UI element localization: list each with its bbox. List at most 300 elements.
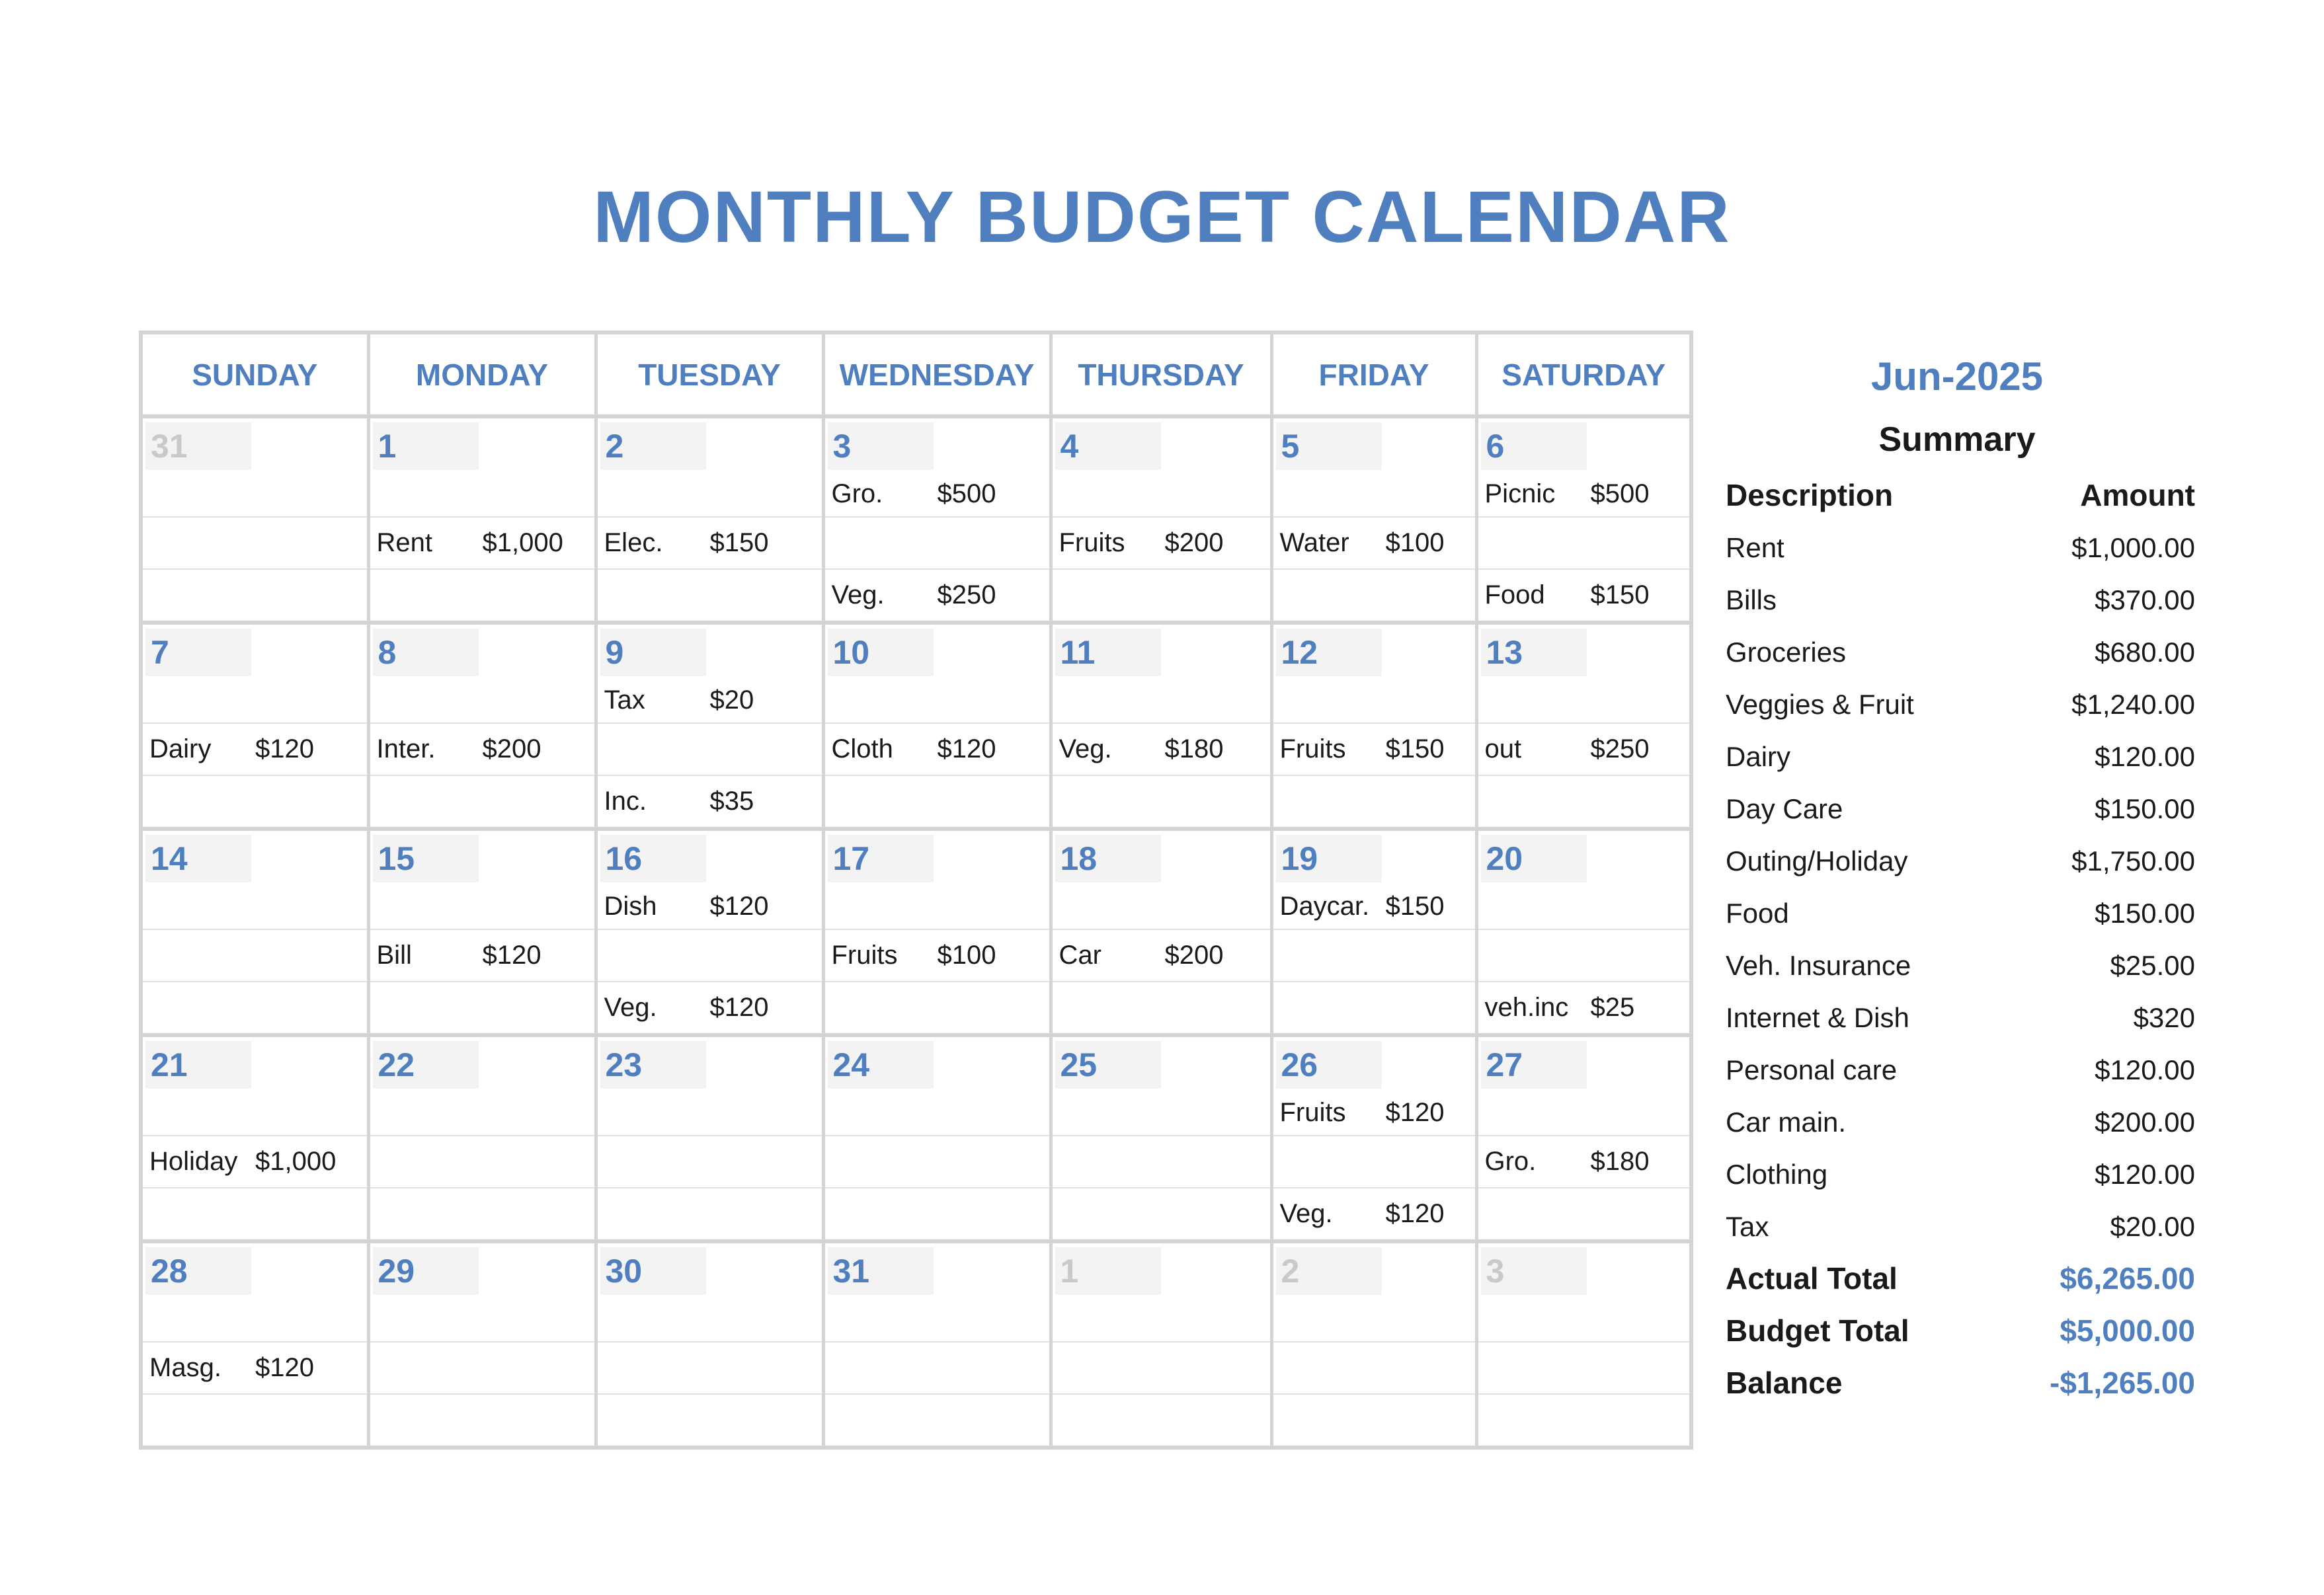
expense-cell[interactable] <box>596 517 823 569</box>
day-cell[interactable] <box>1051 829 1271 929</box>
summary-description: Car main. <box>1726 1107 1847 1138</box>
expense-cell[interactable] <box>1051 929 1271 982</box>
expense-amount: $35 <box>709 787 754 816</box>
expense-cell[interactable] <box>596 569 823 623</box>
expense-cell[interactable] <box>1476 1342 1691 1394</box>
expense-cell[interactable] <box>1051 1136 1271 1188</box>
balance-value: -$1,265.00 <box>2050 1366 2195 1400</box>
day-cell[interactable] <box>1051 416 1271 517</box>
expense-description: Inc. <box>604 787 647 816</box>
expense-entry <box>1053 518 1270 568</box>
expense-cell[interactable] <box>823 1394 1051 1448</box>
day-number: 31 <box>828 1247 934 1295</box>
expense-description: Fruits <box>1279 734 1346 763</box>
expense-amount: $250 <box>1590 734 1650 763</box>
expense-cell[interactable] <box>1051 569 1271 623</box>
expense-cell[interactable] <box>1271 982 1476 1035</box>
expense-description: Water <box>1279 528 1349 557</box>
weekday-header: TUESDAY <box>596 332 823 416</box>
expense-description: Tax <box>604 685 645 715</box>
expense-cell[interactable] <box>1051 1342 1271 1394</box>
expense-cell[interactable] <box>141 1136 368 1188</box>
expense-description: Dairy <box>149 734 212 763</box>
expense-cell[interactable] <box>596 723 823 775</box>
expense-cell[interactable] <box>1271 775 1476 829</box>
expense-cell[interactable] <box>823 569 1051 623</box>
day-number: 4 <box>1055 422 1161 470</box>
expense-amount: $100 <box>1385 528 1445 557</box>
expense-cell[interactable] <box>596 775 823 829</box>
summary-amount: $1,240.00 <box>2071 689 2195 720</box>
expense-cell[interactable] <box>1271 1136 1476 1188</box>
day-cell[interactable] <box>141 1241 368 1342</box>
day-cell[interactable] <box>368 1241 596 1342</box>
expense-cell[interactable] <box>141 723 368 775</box>
expense-cell[interactable] <box>1271 929 1476 982</box>
expense-entry <box>604 680 754 720</box>
expense-cell[interactable] <box>596 1136 823 1188</box>
day-number: 21 <box>145 1041 251 1089</box>
summary-description: Groceries <box>1726 637 1847 668</box>
summary-description: Internet & Dish <box>1726 1002 1909 1033</box>
day-number: 11 <box>1055 629 1161 676</box>
expense-entry <box>1273 724 1475 775</box>
expense-entry <box>1279 1093 1445 1132</box>
expense-cell[interactable] <box>368 1342 596 1394</box>
expense-cell[interactable] <box>596 1188 823 1241</box>
summary-items <box>1719 522 2195 1253</box>
expense-cell[interactable] <box>1476 1136 1691 1188</box>
summary-amount: $150.00 <box>2095 793 2195 824</box>
expense-cell[interactable] <box>1476 723 1691 775</box>
week-2-row-1 <box>141 623 1691 723</box>
day-number: 25 <box>1055 1041 1161 1089</box>
day-cell[interactable] <box>1271 829 1476 929</box>
week-5-row-3 <box>141 1394 1691 1448</box>
expense-cell[interactable] <box>141 1188 368 1241</box>
expense-cell[interactable] <box>141 1394 368 1448</box>
day-cell[interactable] <box>596 829 823 929</box>
day-number: 5 <box>1276 422 1382 470</box>
expense-amount: $120 <box>937 734 996 763</box>
day-cell[interactable] <box>368 623 596 723</box>
summary-row <box>1719 1096 2195 1148</box>
expense-description: Cloth <box>831 734 893 763</box>
expense-cell[interactable] <box>368 723 596 775</box>
summary-description: Tax <box>1726 1211 1769 1242</box>
expense-entry <box>143 724 367 775</box>
day-cell[interactable] <box>823 1035 1051 1136</box>
expense-entry <box>1478 1136 1690 1187</box>
expense-cell[interactable] <box>1476 775 1691 829</box>
expense-cell[interactable] <box>1271 723 1476 775</box>
expense-cell[interactable] <box>141 929 368 982</box>
day-number: 29 <box>373 1247 479 1295</box>
week-4-row-1 <box>141 1035 1691 1136</box>
day-number: 18 <box>1055 835 1161 882</box>
expense-entry <box>370 930 594 981</box>
expense-entry <box>825 930 1049 981</box>
expense-description: Inter. <box>376 734 436 763</box>
expense-entry <box>1273 1188 1475 1239</box>
day-number: 15 <box>373 835 479 882</box>
expense-cell[interactable] <box>823 1342 1051 1394</box>
expense-cell[interactable] <box>1051 775 1271 829</box>
expense-cell[interactable] <box>1271 569 1476 623</box>
day-number: 14 <box>145 835 251 882</box>
day-number: 26 <box>1276 1041 1382 1089</box>
expense-cell[interactable] <box>1476 929 1691 982</box>
day-number: 3 <box>828 422 934 470</box>
week-3-row-3 <box>141 982 1691 1035</box>
expense-description: Veg. <box>604 993 657 1022</box>
summary-row <box>1719 626 2195 678</box>
day-number: 23 <box>600 1041 706 1089</box>
expense-cell[interactable] <box>141 569 368 623</box>
weekday-header: WEDNESDAY <box>823 332 1051 416</box>
expense-entry <box>1279 886 1445 926</box>
expense-amount: $120 <box>255 1353 314 1382</box>
week-1-row-1 <box>141 416 1691 517</box>
expense-description: Daycar. <box>1279 892 1370 921</box>
expense-description: Dish <box>604 892 657 921</box>
budget-total-label: Budget Total <box>1726 1313 1909 1348</box>
week-3-row-2 <box>141 929 1691 982</box>
summary-row <box>1719 992 2195 1044</box>
day-number: 2 <box>1276 1247 1382 1295</box>
expense-entry <box>1053 724 1270 775</box>
expense-description: veh.inc <box>1484 993 1569 1022</box>
expense-entry <box>825 724 1049 775</box>
day-number: 1 <box>1055 1247 1161 1295</box>
day-cell[interactable] <box>1271 1241 1476 1342</box>
day-number: 12 <box>1276 629 1382 676</box>
day-cell[interactable] <box>823 623 1051 723</box>
summary-row <box>1719 835 2195 887</box>
expense-cell[interactable] <box>1051 723 1271 775</box>
day-cell[interactable] <box>141 1035 368 1136</box>
expense-cell[interactable] <box>596 1342 823 1394</box>
summary-title: Summary <box>1878 420 2036 459</box>
expense-cell[interactable] <box>368 982 596 1035</box>
weekday-header: SATURDAY <box>1476 332 1691 416</box>
week-5-row-2 <box>141 1342 1691 1394</box>
day-cell[interactable] <box>1476 829 1691 929</box>
balance-label: Balance <box>1726 1366 1843 1400</box>
expense-cell[interactable] <box>1271 517 1476 569</box>
expense-amount: $120 <box>709 892 769 921</box>
week-1-row-2 <box>141 517 1691 569</box>
expense-description: Holiday <box>149 1147 238 1176</box>
expense-cell[interactable] <box>368 569 596 623</box>
expense-amount: $120 <box>1385 1098 1445 1127</box>
day-number: 31 <box>145 422 251 470</box>
day-number: 7 <box>145 629 251 676</box>
expense-cell[interactable] <box>368 775 596 829</box>
expense-cell[interactable] <box>368 929 596 982</box>
day-cell[interactable] <box>1051 1035 1271 1136</box>
expense-amount: $200 <box>482 734 541 763</box>
expense-description: Food <box>1484 580 1545 609</box>
week-3-row-1 <box>141 829 1691 929</box>
page-title: MONTHLY BUDGET CALENDAR <box>593 176 1731 258</box>
summary-panel <box>1719 344 2195 1409</box>
expense-cell[interactable] <box>823 1188 1051 1241</box>
expense-entry <box>1478 982 1690 1033</box>
expense-cell[interactable] <box>1476 569 1691 623</box>
day-cell[interactable] <box>1476 416 1691 517</box>
expense-amount: $1,000 <box>255 1147 337 1176</box>
expense-cell[interactable] <box>1051 982 1271 1035</box>
day-cell[interactable] <box>368 416 596 517</box>
summary-row <box>1719 887 2195 939</box>
expense-description: Fruits <box>1059 528 1125 557</box>
expense-amount: $150 <box>1385 734 1445 763</box>
expense-entry <box>370 724 594 775</box>
day-number: 9 <box>600 629 706 676</box>
day-number: 1 <box>373 422 479 470</box>
day-number: 24 <box>828 1041 934 1089</box>
description-header: Description <box>1726 478 1894 512</box>
month-label: Jun-2025 <box>1870 354 2044 399</box>
day-number: 17 <box>828 835 934 882</box>
day-number: 16 <box>600 835 706 882</box>
expense-cell[interactable] <box>1271 1188 1476 1241</box>
expense-entry <box>598 776 822 827</box>
expense-amount: $180 <box>1164 734 1224 763</box>
expense-entry <box>143 1136 367 1187</box>
expense-cell[interactable] <box>1271 1342 1476 1394</box>
expense-amount: $25 <box>1590 993 1635 1022</box>
summary-amount: $200.00 <box>2095 1107 2195 1138</box>
expense-cell[interactable] <box>1476 982 1691 1035</box>
summary-row <box>1719 783 2195 835</box>
expense-description: Veg. <box>1279 1199 1333 1228</box>
expense-entry <box>1053 930 1270 981</box>
day-cell[interactable] <box>596 416 823 517</box>
expense-amount: $500 <box>937 479 996 508</box>
week-4-row-2 <box>141 1136 1691 1188</box>
day-cell[interactable] <box>596 1241 823 1342</box>
expense-amount: $100 <box>937 941 996 970</box>
expense-entry <box>1478 570 1690 621</box>
actual-total-value: $6,265.00 <box>2060 1261 2195 1296</box>
expense-cell[interactable] <box>823 517 1051 569</box>
summary-description: Personal care <box>1726 1054 1898 1085</box>
day-number: 2 <box>600 422 706 470</box>
expense-entry <box>604 886 769 926</box>
expense-cell[interactable] <box>823 982 1051 1035</box>
expense-cell[interactable] <box>1476 1188 1691 1241</box>
expense-cell[interactable] <box>368 1188 596 1241</box>
summary-description: Rent <box>1726 532 1784 563</box>
summary-description: Outing/Holiday <box>1726 845 1908 876</box>
expense-entry <box>370 518 594 568</box>
weekday-header: SUNDAY <box>141 332 368 416</box>
balance-row <box>1719 1357 2195 1409</box>
week-5-row-1 <box>141 1241 1691 1342</box>
day-number: 20 <box>1481 835 1587 882</box>
expense-amount: $20 <box>709 685 754 715</box>
day-cell[interactable] <box>1476 623 1691 723</box>
expense-description: Fruits <box>831 941 898 970</box>
actual-total-row <box>1719 1253 2195 1305</box>
day-cell[interactable] <box>1051 1241 1271 1342</box>
summary-amount: $25.00 <box>2110 950 2195 981</box>
summary-amount: $120.00 <box>2095 741 2195 772</box>
expense-amount: $120 <box>482 941 541 970</box>
summary-row <box>1719 522 2195 574</box>
day-cell[interactable] <box>141 829 368 929</box>
expense-amount: $120 <box>709 993 769 1022</box>
day-cell[interactable] <box>368 829 596 929</box>
day-number: 13 <box>1481 629 1587 676</box>
summary-amount: $150.00 <box>2095 898 2195 929</box>
day-cell[interactable] <box>823 416 1051 517</box>
day-cell[interactable] <box>1476 1241 1691 1342</box>
amount-header: Amount <box>2080 478 2195 512</box>
expense-entry <box>598 518 822 568</box>
expense-cell[interactable] <box>1051 1394 1271 1448</box>
expense-description: Gro. <box>831 479 883 508</box>
expense-amount: $180 <box>1590 1147 1650 1176</box>
expense-cell[interactable] <box>596 982 823 1035</box>
expense-cell[interactable] <box>823 775 1051 829</box>
day-cell[interactable] <box>1271 623 1476 723</box>
week-4-row-3 <box>141 1188 1691 1241</box>
expense-description: Rent <box>376 528 432 557</box>
day-number: 27 <box>1481 1041 1587 1089</box>
summary-header-row <box>1719 469 2195 522</box>
day-cell[interactable] <box>823 829 1051 929</box>
summary-description: Bills <box>1726 584 1777 615</box>
summary-description: Dairy <box>1726 741 1791 772</box>
summary-row <box>1719 1200 2195 1253</box>
summary-description: Day Care <box>1726 793 1843 824</box>
budget-total-value: $5,000.00 <box>2060 1313 2195 1348</box>
expense-cell[interactable] <box>141 775 368 829</box>
day-number: 28 <box>145 1247 251 1295</box>
expense-amount: $1,000 <box>482 528 563 557</box>
day-cell[interactable] <box>1271 1035 1476 1136</box>
summary-row <box>1719 730 2195 783</box>
expense-cell[interactable] <box>141 982 368 1035</box>
expense-cell[interactable] <box>823 929 1051 982</box>
weekday-header: FRIDAY <box>1271 332 1476 416</box>
expense-description: Gro. <box>1484 1147 1537 1176</box>
expense-amount: $150 <box>709 528 769 557</box>
summary-row <box>1719 939 2195 992</box>
expense-cell[interactable] <box>368 517 596 569</box>
day-number: 8 <box>373 629 479 676</box>
expense-entry <box>1478 724 1690 775</box>
weekday-header: MONDAY <box>368 332 596 416</box>
expense-amount: $150 <box>1590 580 1650 609</box>
expense-cell[interactable] <box>1271 1394 1476 1448</box>
day-number: 6 <box>1481 422 1587 470</box>
day-cell[interactable] <box>596 1035 823 1136</box>
expense-cell[interactable] <box>1051 517 1271 569</box>
day-cell[interactable] <box>1476 1035 1691 1136</box>
expense-cell[interactable] <box>1476 1394 1691 1448</box>
expense-description: Bill <box>376 941 412 970</box>
day-number: 19 <box>1276 835 1382 882</box>
budget-total-row <box>1719 1305 2195 1357</box>
summary-amount: $120.00 <box>2095 1054 2195 1085</box>
expense-cell[interactable] <box>1051 1188 1271 1241</box>
summary-amount: $370.00 <box>2095 584 2195 615</box>
expense-cell[interactable] <box>368 1394 596 1448</box>
day-number: 10 <box>828 629 934 676</box>
summary-description: Clothing <box>1726 1159 1828 1190</box>
week-1-row-3 <box>141 569 1691 623</box>
expense-description: Car <box>1059 941 1102 970</box>
expense-amount: $250 <box>937 580 996 609</box>
summary-amount: $1,000.00 <box>2071 532 2195 563</box>
summary-amount: $20.00 <box>2110 1211 2195 1242</box>
weekday-header: THURSDAY <box>1051 332 1271 416</box>
expense-amount: $200 <box>1164 528 1224 557</box>
expense-cell[interactable] <box>141 1342 368 1394</box>
expense-description: Elec. <box>604 528 663 557</box>
expense-entry <box>1273 518 1475 568</box>
expense-description: out <box>1484 734 1522 763</box>
expense-cell[interactable] <box>596 929 823 982</box>
summary-row <box>1719 678 2195 730</box>
summary-row <box>1719 1044 2195 1096</box>
expense-cell[interactable] <box>823 1136 1051 1188</box>
day-number: 30 <box>600 1247 706 1295</box>
day-cell[interactable] <box>1271 416 1476 517</box>
expense-description: Veg. <box>1059 734 1112 763</box>
expense-cell[interactable] <box>596 1394 823 1448</box>
summary-description: Veggies & Fruit <box>1726 689 1914 720</box>
expense-cell[interactable] <box>823 723 1051 775</box>
expense-entry <box>598 982 822 1033</box>
summary-amount: $680.00 <box>2095 637 2195 668</box>
day-cell[interactable] <box>141 416 368 517</box>
day-cell[interactable] <box>596 623 823 723</box>
budget-calendar <box>139 331 1693 1450</box>
expense-amount: $500 <box>1590 479 1650 508</box>
summary-amount: $1,750.00 <box>2071 845 2195 876</box>
week-2-row-3 <box>141 775 1691 829</box>
summary-row <box>1719 1148 2195 1200</box>
expense-description: Picnic <box>1484 479 1556 508</box>
day-cell[interactable] <box>823 1241 1051 1342</box>
day-cell[interactable] <box>1051 623 1271 723</box>
expense-cell[interactable] <box>368 1136 596 1188</box>
expense-cell[interactable] <box>141 517 368 569</box>
day-cell[interactable] <box>368 1035 596 1136</box>
expense-amount: $150 <box>1385 892 1445 921</box>
expense-cell[interactable] <box>1476 517 1691 569</box>
expense-entry <box>1484 474 1650 514</box>
expense-entry <box>143 1342 367 1393</box>
expense-amount: $200 <box>1164 941 1224 970</box>
day-number: 3 <box>1481 1247 1587 1295</box>
actual-total-label: Actual Total <box>1726 1261 1898 1296</box>
summary-description: Food <box>1726 898 1789 929</box>
day-number: 22 <box>373 1041 479 1089</box>
day-cell[interactable] <box>141 623 368 723</box>
expense-amount: $120 <box>255 734 314 763</box>
expense-description: Fruits <box>1279 1098 1346 1127</box>
expense-entry <box>825 570 1049 621</box>
expense-description: Veg. <box>831 580 885 609</box>
summary-description: Veh. Insurance <box>1726 950 1911 981</box>
week-2-row-2 <box>141 723 1691 775</box>
